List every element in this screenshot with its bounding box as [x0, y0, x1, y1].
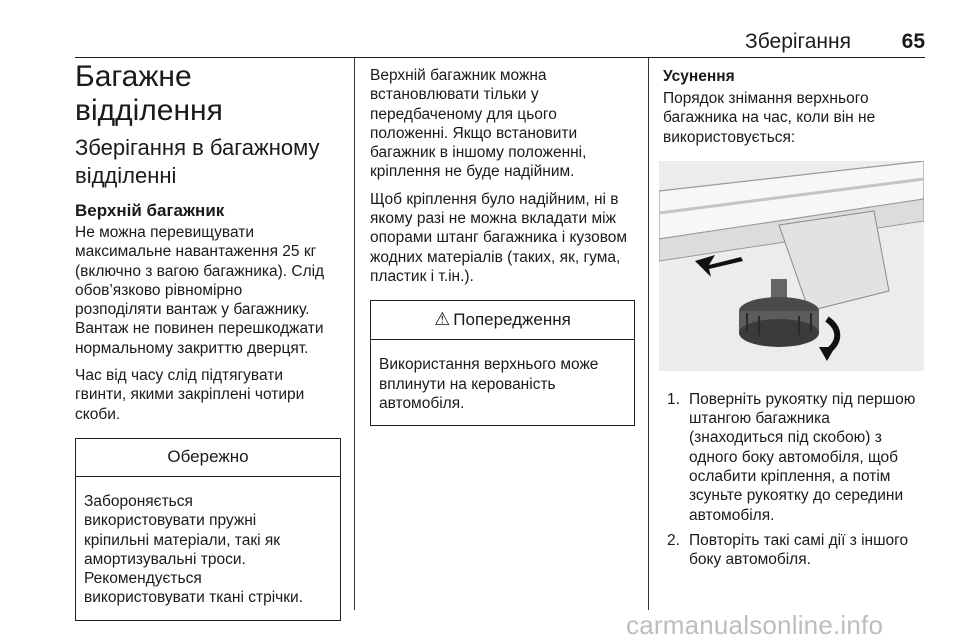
- list-item: 1. Поверніть рукоятку під першою штангою багажника (знаходиться під скобою) з одного боку автомобіля, щоб ослабити кріплення, а потім зсуньте рукоятку до середини автомобіля.: [667, 390, 916, 524]
- warning-text: Використання верхнього може вплинути на керованість автомобіля.: [379, 356, 599, 412]
- paragraph-materials: Щоб кріплення було надійним, ні в якому разі не можна вкладати між опорами штанг багажника і кузовом жодних матеріалів (таких, як, гума, пластик і т.ін.).: [370, 190, 628, 285]
- warning-title: Попередження: [453, 310, 571, 330]
- watermark[interactable]: carmanualsonline.info: [626, 610, 884, 640]
- paragraph-load: Не можна перевищувати максимальне навантаження 25 кг (включно з вагою багажника). Слід обов’язково рівномірно розподіляти вантаж у багажнику. Вантаж не повинен перешкоджати нормальному закриттю дверцят.: [75, 224, 325, 357]
- paragraph-screws: Час від часу слід підтягувати гвинти, якими закріплені чотири скоби.: [75, 367, 305, 423]
- topic-heading: Верхній багажник: [75, 201, 225, 220]
- paragraph-install: Верхній багажник можна встановлювати тільки у передбаченому для цього положенні. Якщо встановити багажник в іншому положенні, кріплення не буде надійним.: [370, 67, 587, 181]
- subsection-title: Зберігання в багажному відділенні: [75, 135, 320, 188]
- roof-rack-knob-illustration: [659, 161, 924, 371]
- section-title: Багажне відділення: [75, 60, 223, 127]
- running-header: Зберігання: [745, 30, 851, 53]
- caution-text: Забороняється використовувати пружні кріпильні матеріали, такі як амортизувальні троси. Рекомендується використовувати ткані стрічки.: [84, 492, 303, 607]
- paragraph-removal-intro: Порядок знімання верхнього багажника на час, коли він не використовується:: [663, 90, 876, 146]
- column-divider-1: [354, 58, 355, 610]
- removal-heading: Усунення: [663, 68, 735, 85]
- list-item: 2. Повторіть такі самі дії з іншого боку автомобіля.: [667, 531, 909, 569]
- column-2: [370, 66, 635, 426]
- column-1: [75, 60, 341, 621]
- warning-triangle-icon: ⚠: [434, 309, 451, 330]
- warning-box: [370, 300, 635, 426]
- removal-steps: [663, 390, 928, 570]
- warning-header: [371, 301, 634, 340]
- page-number: 65: [901, 30, 925, 53]
- caution-title: Обережно: [76, 439, 340, 477]
- column-divider-2: [648, 58, 649, 610]
- header-rule: [75, 57, 925, 58]
- column-3: [663, 66, 928, 576]
- caution-box: [75, 438, 341, 621]
